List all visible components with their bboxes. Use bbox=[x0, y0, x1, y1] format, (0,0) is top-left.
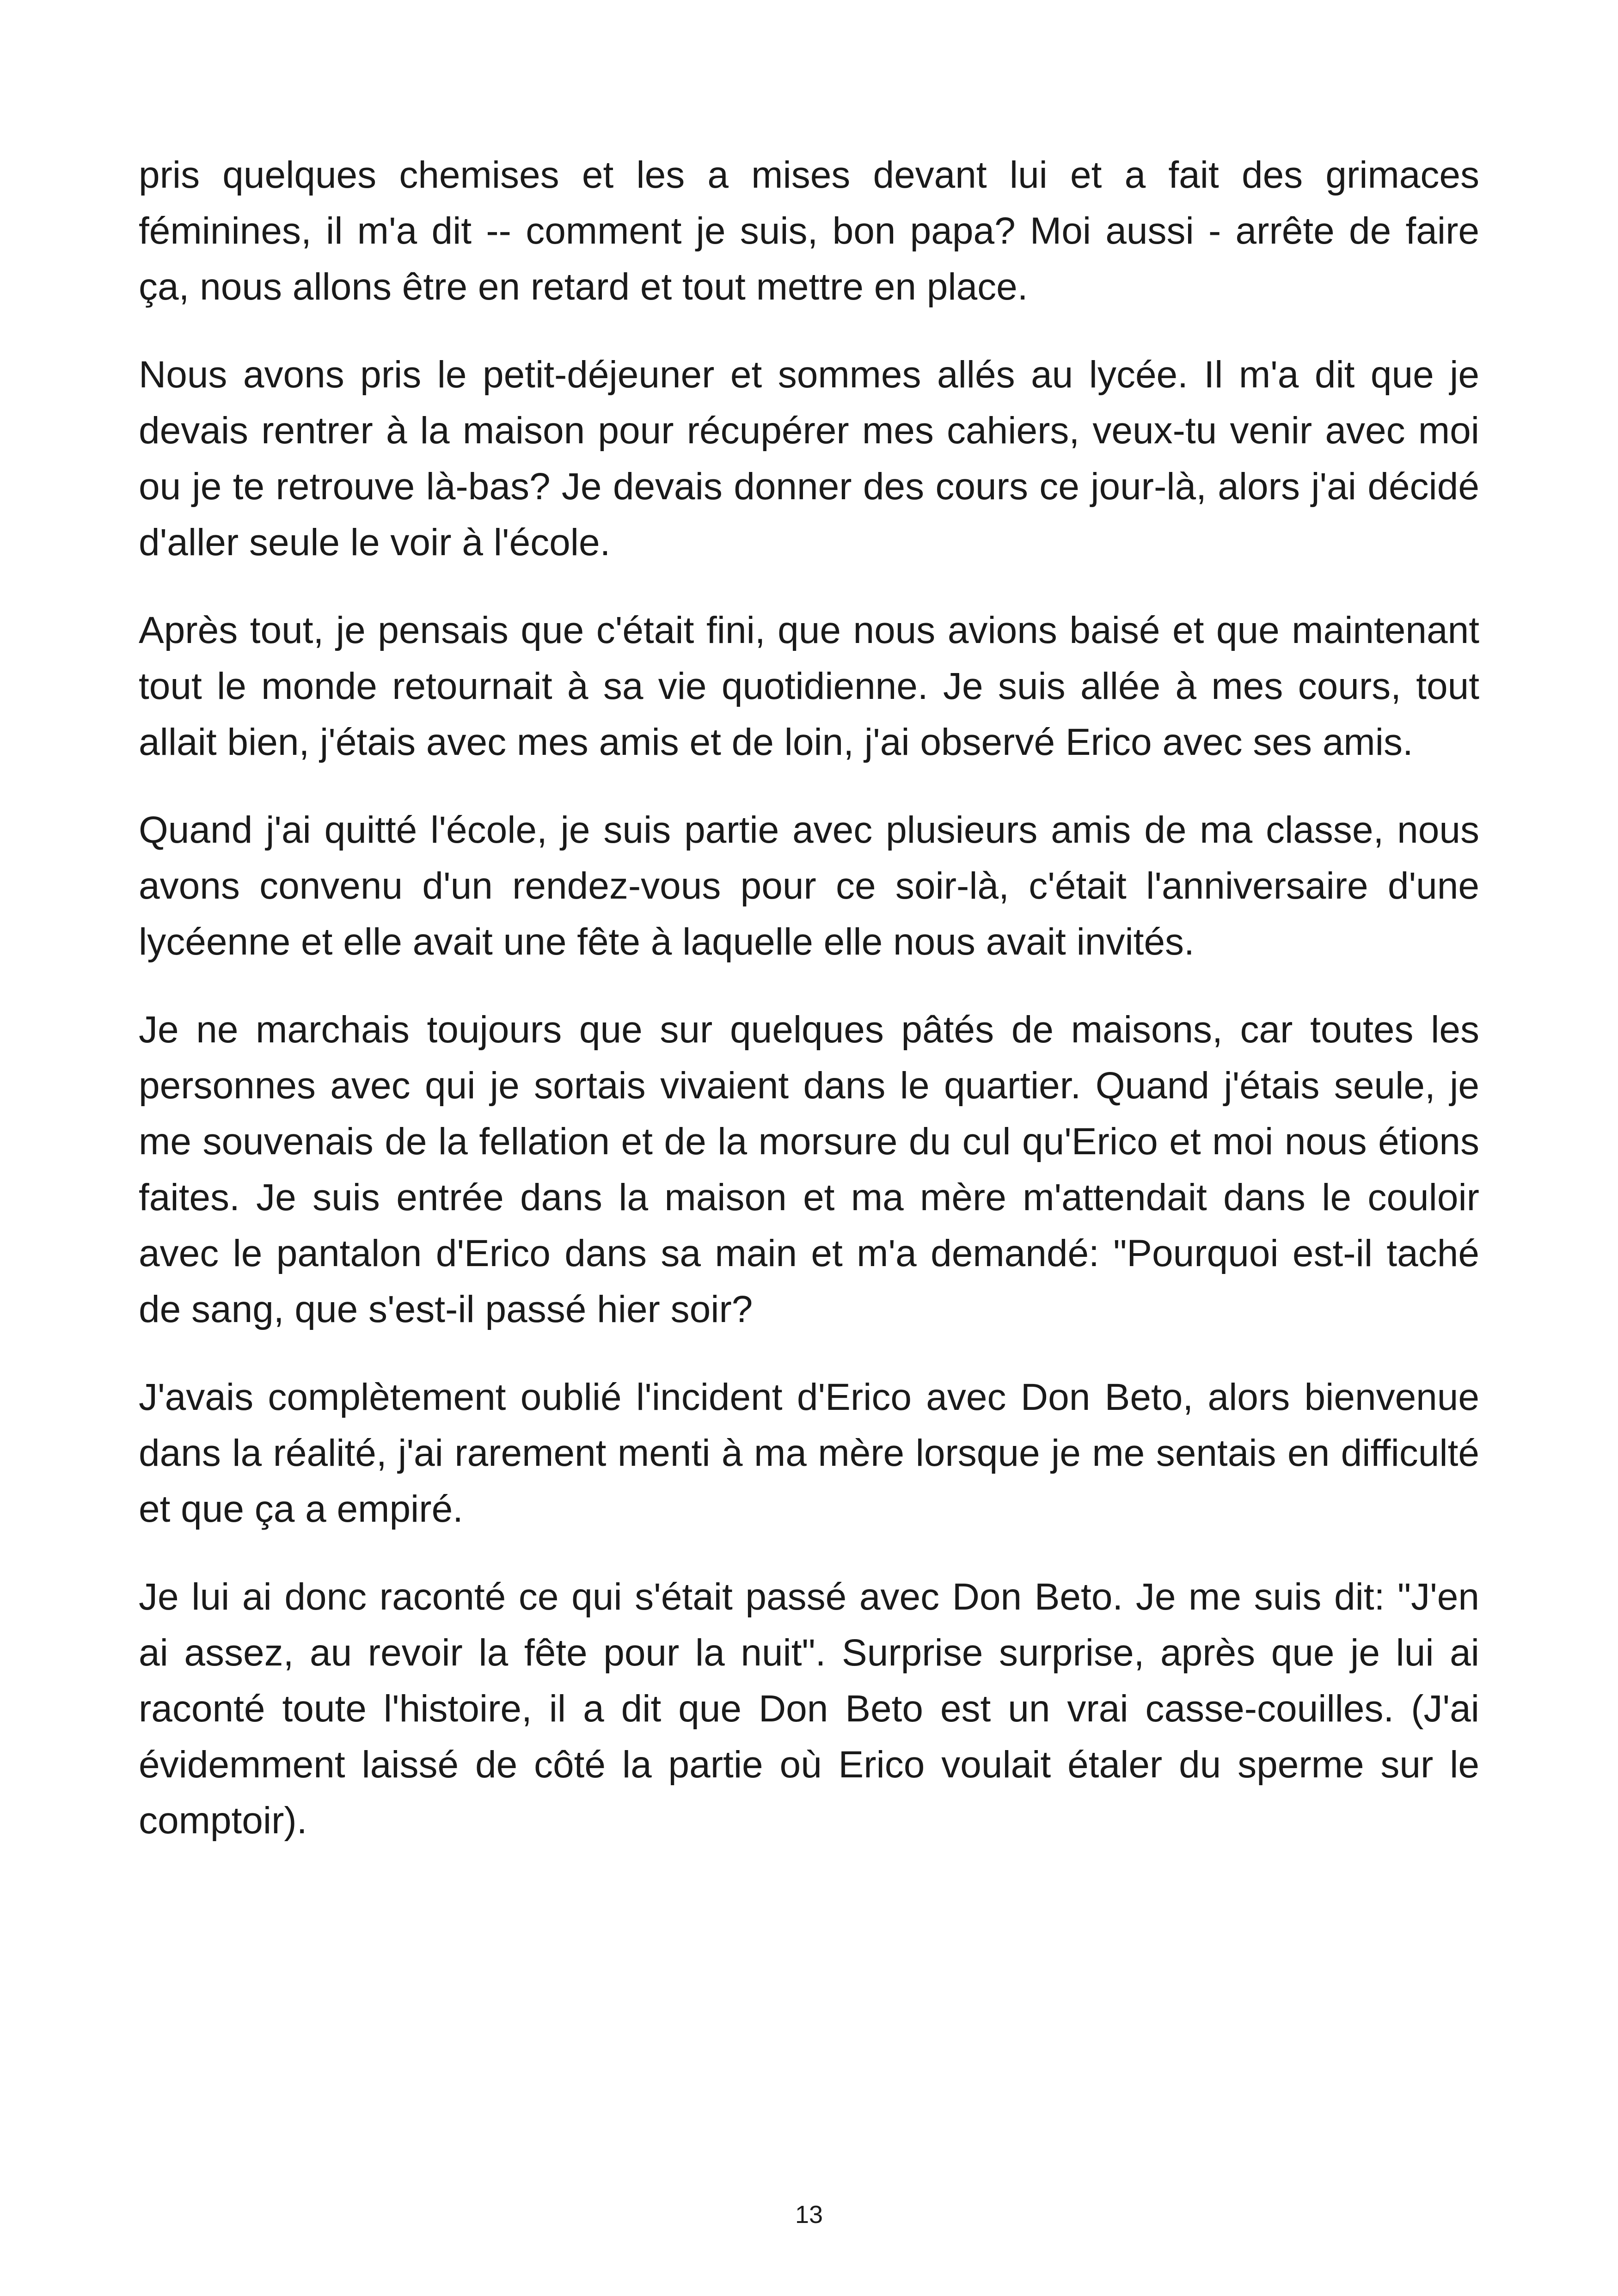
paragraph-2: Nous avons pris le petit-déjeuner et sommes allés au lycée. Il m'a dit que je devais rentrer à la maison pour récupérer mes cahiers, veux-tu venir avec moi ou je te retrouve là-bas? Je devais donner des cours ce jour-là, alors j'ai décidé d'aller seule le voir à l'école. bbox=[139, 354, 1479, 563]
page-number: 13 bbox=[795, 2201, 823, 2229]
paragraph-3: Après tout, je pensais que c'était fini, que nous avions baisé et que maintenant tout le monde retournait à sa vie quotidienne. Je suis allée à mes cours, tout allait bien, j'étais avec mes amis et de loin, j'ai observé Erico avec ses amis. bbox=[139, 609, 1479, 763]
paragraph-5: Je ne marchais toujours que sur quelques pâtés de maisons, car toutes les personnes avec qui je sortais vivaient dans le quartier. Quand j'étais seule, je me souvenais de la fellation et de la morsure du cul qu'Erico et moi nous étions faites. Je suis entrée dans la maison et ma mère m'attendait dans le couloir avec le pantalon d'Erico dans sa main et m'a demandé: "Pourquoi est-il taché de sang, que s'est-il passé hier soir? bbox=[139, 1009, 1479, 1330]
paragraph-6: J'avais complètement oublié l'incident d'Erico avec Don Beto, alors bienvenue dans la réalité, j'ai rarement menti à ma mère lorsque je me sentais en difficulté et que ça a empiré. bbox=[139, 1376, 1479, 1530]
body-text bbox=[139, 147, 1479, 1880]
paragraph-7: Je lui ai donc raconté ce qui s'était passé avec Don Beto. Je me suis dit: "J'en ai assez, au revoir la fête pour la nuit". Surprise surprise, après que je lui ai raconté toute l'histoire, il a dit que Don Beto est un vrai casse-couilles. (J'ai évidemment laissé de côté la partie où Erico voulait étaler du sperme sur le comptoir). bbox=[139, 1576, 1479, 1842]
paragraph-1: pris quelques chemises et les a mises devant lui et a fait des grimaces féminines, il m'a dit -- comment je suis, bon papa? Moi aussi - arrête de faire ça, nous allons être en retard et tout mettre en place. bbox=[139, 154, 1479, 308]
paragraph-4: Quand j'ai quitté l'école, je suis partie avec plusieurs amis de ma classe, nous avons convenu d'un rendez-vous pour ce soir-là, c'était l'anniversaire d'une lycéenne et elle avait une fête à laquelle elle nous avait invités. bbox=[139, 809, 1479, 963]
